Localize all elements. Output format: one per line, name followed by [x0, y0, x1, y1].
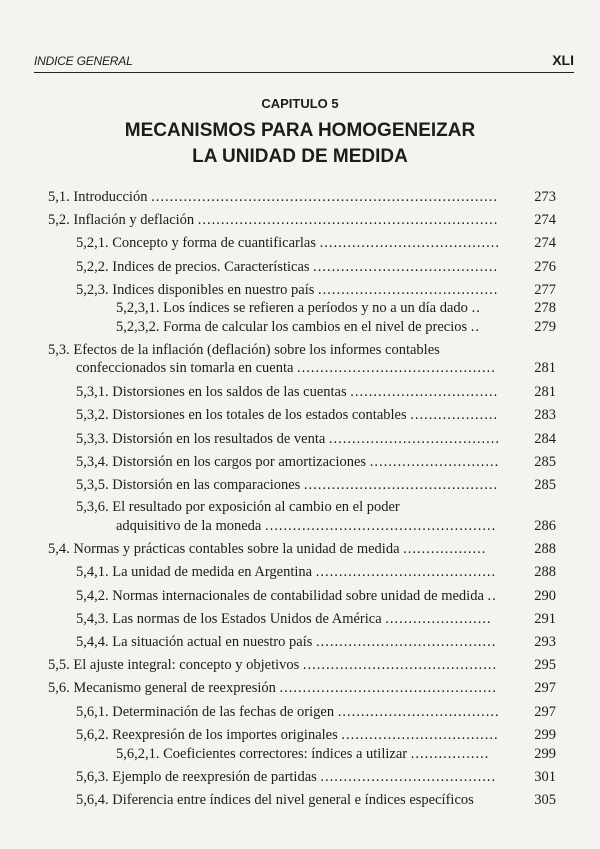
toc-entry: 5,4,4. La situación actual en nuestro país ....................................... 293	[76, 634, 556, 650]
toc-entry-number: 5,3,5.	[76, 477, 109, 493]
toc-entry-number: 5,6,3.	[76, 769, 109, 785]
toc-entry-page: 297	[534, 704, 556, 720]
toc-entry-page: 278	[534, 300, 556, 316]
toc-entry-page: 276	[534, 259, 556, 275]
page-number: XLI	[552, 52, 574, 68]
toc-entry: 5,3,5. Distorsión en las comparaciones .......................................... 285	[76, 477, 556, 493]
toc-entry-title: Inflación y deflación	[73, 212, 195, 228]
toc-entry-number: 5,4,3.	[76, 611, 109, 627]
toc-entry: 5,2,1. Concepto y forma de cuantificarlas ....................................... 274	[76, 235, 556, 251]
toc-entry-first-line	[48, 340, 440, 360]
toc-entry: 5,4,1. La unidad de medida en Argentina ....................................... 288	[76, 564, 556, 580]
toc-entry-first-line	[76, 497, 400, 517]
toc-entry-page: 295	[534, 657, 556, 673]
toc-entry: 5,4. Normas y prácticas contables sobre la unidad de medida .................. 288	[48, 541, 556, 557]
toc-entry: 5,2,2. Indices de precios. Características ........................................ 276	[76, 259, 556, 275]
toc-entry-title: Indices disponibles en nuestro país	[112, 282, 315, 298]
toc-entry-number: 5,6,2.	[76, 727, 109, 743]
toc-entry-number: 5,1.	[48, 189, 70, 205]
toc-entry-number: 5,5.	[48, 657, 70, 673]
toc-entry: 5,6,3. Ejemplo de reexpresión de partidas ...................................... 301	[76, 769, 556, 785]
chapter-title-line-1: MECANISMOS PARA HOMOGENEIZAR	[124, 120, 476, 141]
toc-entry-page: 297	[534, 680, 556, 696]
toc-entry-title: Ejemplo de reexpresión de partidas	[112, 769, 317, 785]
toc-entry-page: 279	[534, 319, 556, 335]
toc-entry: adquisitivo de la moneda .................................................. 286	[116, 518, 556, 534]
toc-entry-number: 5,3.	[48, 342, 70, 358]
toc-entry-page: 281	[534, 384, 556, 400]
toc-entry-title: Mecanismo general de reexpresión	[73, 680, 276, 696]
toc-entry-page: 286	[534, 518, 556, 534]
toc-entry-number: 5,4.	[48, 541, 70, 557]
toc-entry-title: Normas y prácticas contables sobre la unidad de medida	[73, 541, 400, 557]
toc-entry: confeccionados sin tomarla en cuenta ........................................... 281	[76, 360, 556, 376]
toc-entry-title: Las normas de los Estados Unidos de América	[112, 611, 382, 627]
toc-entry-number: 5,2,1.	[76, 235, 109, 251]
toc-entry-number: 5,6,4.	[76, 792, 109, 808]
toc-entry: 5,3,4. Distorsión en los cargos por amortizaciones ............................ 285	[76, 454, 556, 470]
toc-entry-title: Diferencia entre índices del nivel general e índices específicos	[112, 792, 474, 808]
toc-entry-title: Determinación de las fechas de origen	[112, 704, 335, 720]
toc-entry-number: 5,4,2.	[76, 588, 109, 604]
toc-entry-title: La unidad de medida en Argentina	[112, 564, 313, 580]
toc-entry-title: Efectos de la inflación (deflación) sobre los informes contables	[73, 342, 440, 358]
toc-entry-title: Concepto y forma de cuantificarlas	[112, 235, 316, 251]
toc-entry-page: 277	[534, 282, 556, 298]
toc-entry-number: 5,6.	[48, 680, 70, 696]
toc-entry: 5,4,3. Las normas de los Estados Unidos de América ....................... 291	[76, 611, 556, 627]
toc-entry-page: 288	[534, 564, 556, 580]
toc-entry-number: 5,3,2.	[76, 407, 109, 423]
toc-entry: 5,6,2,1. Coeficientes correctores: índices a utilizar ................. 299	[116, 746, 556, 762]
chapter-title-line-2: LA UNIDAD DE MEDIDA	[192, 146, 408, 167]
toc-entry-title: La situación actual en nuestro país	[112, 634, 313, 650]
toc-entry-number: 5,2,3,2.	[116, 319, 160, 335]
toc-entry-number: 5,4,4.	[76, 634, 109, 650]
toc-entry-title: Reexpresión de los importes originales	[112, 727, 338, 743]
toc-entry-page: 290	[534, 588, 556, 604]
toc-entry-number: 5,2,3.	[76, 282, 109, 298]
toc-entry-number: 5,4,1.	[76, 564, 109, 580]
toc-entry-page: 285	[534, 477, 556, 493]
toc-entry: 5,3,1. Distorsiones en los saldos de las cuentas ................................ 281	[76, 384, 556, 400]
toc-entry: 5,2. Inflación y deflación ................................................................. 274	[48, 212, 556, 228]
running-header-title: INDICE GENERAL	[34, 54, 133, 68]
toc-entry: 5,5. El ajuste integral: concepto y objetivos .......................................... 295	[48, 657, 556, 673]
toc-entry-number: 5,3,4.	[76, 454, 109, 470]
chapter-label: CAPITULO 5	[261, 96, 339, 111]
toc-entry	[76, 790, 556, 810]
toc-entry: 5,3,3. Distorsión en los resultados de venta ..................................... 284	[76, 431, 556, 447]
toc-entry-page: 299	[534, 746, 556, 762]
toc-entry-title: Distorsión en las comparaciones	[112, 477, 301, 493]
toc-entry-title: Introducción	[73, 189, 148, 205]
toc-entry-number: 5,2.	[48, 212, 70, 228]
toc-entry-title: Indices de precios. Características	[112, 259, 310, 275]
toc-entry-title: El resultado por exposición al cambio en el poder	[112, 499, 400, 515]
toc-entry-page: 293	[534, 634, 556, 650]
toc-entry-title: Coeficientes correctores: índices a utilizar	[163, 746, 408, 762]
toc-entry-number: 5,6,1.	[76, 704, 109, 720]
toc-entry: 5,6,2. Reexpresión de los importes originales .................................. 299	[76, 727, 556, 743]
toc-entry: 5,6. Mecanismo general de reexpresión ............................................... 297	[48, 680, 556, 696]
toc-entry-page: 291	[534, 611, 556, 627]
toc-entry-title: Distorsión en los resultados de venta	[112, 431, 326, 447]
toc-entry-title-continued: confeccionados sin tomarla en cuenta	[76, 360, 294, 376]
toc-entry-number: 5,3,6.	[76, 499, 109, 515]
toc-entry-title: Normas internacionales de contabilidad sobre unidad de medida	[112, 588, 484, 604]
toc-entry-title: Forma de calcular los cambios en el nivel de precios	[163, 319, 468, 335]
toc-entry-number: 5,2,3,1.	[116, 300, 160, 316]
toc-entry: 5,4,2. Normas internacionales de contabilidad sobre unidad de medida .. 290	[76, 588, 556, 604]
toc-entry-page: 305	[534, 792, 556, 808]
toc-entry-number: 5,3,1.	[76, 384, 109, 400]
toc-entry-page: 301	[534, 769, 556, 785]
toc-entry: 5,3,2. Distorsiones en los totales de los estados contables ................... 283	[76, 407, 556, 423]
toc-entry-page: 273	[534, 189, 556, 205]
toc-entry: 5,6,1. Determinación de las fechas de origen ................................... 297	[76, 704, 556, 720]
toc-entry-page: 274	[534, 235, 556, 251]
toc-entry-title: Los índices se refieren a períodos y no a un día dado	[163, 300, 468, 316]
toc-entry: 5,2,3,1. Los índices se refieren a períodos y no a un día dado .. 278	[116, 300, 556, 316]
toc-entry-page: 283	[534, 407, 556, 423]
toc-entry-title: El ajuste integral: concepto y objetivos	[73, 657, 300, 673]
toc-entry-page: 288	[534, 541, 556, 557]
toc-entry-number: 5,6,2,1.	[116, 746, 160, 762]
toc-entry-page: 274	[534, 212, 556, 228]
toc-entry-page: 299	[534, 727, 556, 743]
toc-entry-title: Distorsiones en los saldos de las cuentas	[112, 384, 347, 400]
toc-entry: 5,2,3,2. Forma de calcular los cambios en el nivel de precios .. 279	[116, 319, 556, 335]
toc-entry-page: 285	[534, 454, 556, 470]
toc-entry-number: 5,2,2.	[76, 259, 109, 275]
toc-entry-page: 281	[534, 360, 556, 376]
toc-entry-page: 284	[534, 431, 556, 447]
toc-entry-title: Distorsión en los cargos por amortizaciones	[112, 454, 367, 470]
toc-entry: 5,2,3. Indices disponibles en nuestro país ....................................... 277	[76, 282, 556, 298]
toc-entry: 5,1. Introducción ........................................................................... 273	[48, 189, 556, 205]
toc-entry-title: Distorsiones en los totales de los estados contables	[112, 407, 407, 423]
toc-entry-number: 5,3,3.	[76, 431, 109, 447]
toc-entry-title-continued: adquisitivo de la moneda	[116, 518, 262, 534]
